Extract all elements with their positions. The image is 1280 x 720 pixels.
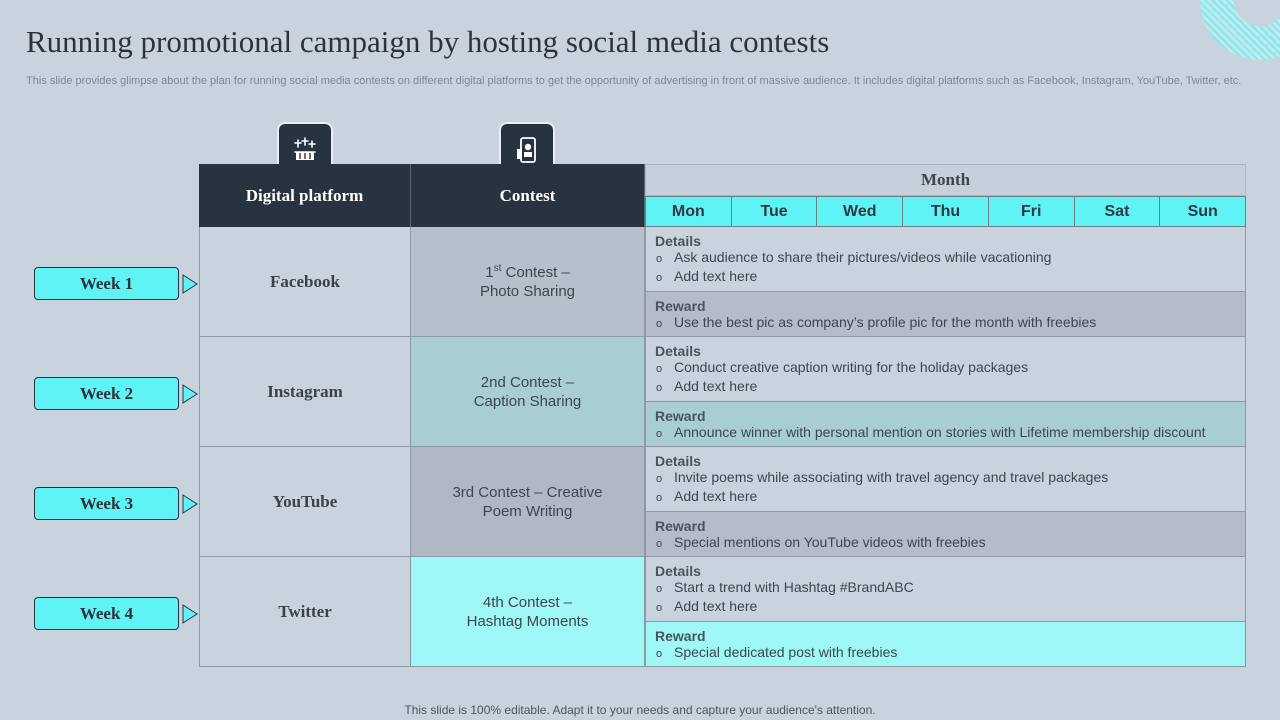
- contest-cell: 1st Contest – Photo Sharing: [411, 227, 645, 337]
- slide-footer: This slide is 100% editable. Adapt it to your needs and capture your audience's attention.: [404, 703, 876, 717]
- reward-block: Reward o Special dedicated post with freebies: [645, 622, 1246, 667]
- week-label: Week 1: [34, 267, 179, 300]
- details-block: Details o Invite poems while associating with travel agency and travel packages o Add text here: [645, 447, 1246, 512]
- day-wed: Wed: [817, 197, 903, 226]
- weekday-row: [645, 196, 1246, 227]
- reward-block: Reward o Use the best pic as company’s profile pic for the month with freebies: [645, 292, 1246, 337]
- platform-cell: Instagram: [199, 337, 411, 447]
- reward-block: Reward o Announce winner with personal mention on stories with Lifetime membership discount: [645, 402, 1246, 447]
- contest-cell: 4th Contest – Hashtag Moments: [411, 557, 645, 667]
- contest-cell: 3rd Contest – Creative Poem Writing: [411, 447, 645, 557]
- day-sat: Sat: [1075, 197, 1161, 226]
- header-month: Month: [645, 164, 1246, 196]
- day-sun: Sun: [1187, 202, 1218, 220]
- header-digital-platform: Digital platform: [199, 164, 411, 227]
- header-contest: Contest: [411, 164, 645, 227]
- reward-block: Reward o Special mentions on YouTube videos with freebies: [645, 512, 1246, 557]
- day-mon: Mon: [646, 197, 732, 226]
- details-block: Details o Conduct creative caption writing for the holiday packages o Add text here: [645, 337, 1246, 402]
- arrow-right-icon: [182, 604, 198, 624]
- platform-cell: Facebook: [199, 227, 411, 337]
- platform-cell: YouTube: [199, 447, 411, 557]
- platform-cell: Twitter: [199, 557, 411, 667]
- day-fri: Fri: [989, 197, 1075, 226]
- slide-title: Running promotional campaign by hosting social media contests: [26, 24, 830, 59]
- arrow-right-icon: [182, 384, 198, 404]
- contest-cell: 2nd Contest – Caption Sharing: [411, 337, 645, 447]
- details-block: Details o Start a trend with Hashtag #BrandABC o Add text here: [645, 557, 1246, 622]
- week-label: Week 4: [34, 597, 179, 630]
- slide-subtitle: This slide provides glimpse about the plan for running social media contests on different digital platforms to get the opportunity of advertising in front of massive audience. It includes digital platforms such as Facebook, Instagram, YouTube, Twitter, etc.: [26, 75, 1242, 87]
- day-tue: Tue: [732, 197, 818, 226]
- week-label: Week 2: [34, 377, 179, 410]
- day-thu: Thu: [903, 197, 989, 226]
- week-label: Week 3: [34, 487, 179, 520]
- arrow-right-icon: [182, 274, 198, 294]
- details-block: Details o Ask audience to share their pictures/videos while vacationing o Add text here: [645, 227, 1246, 292]
- arrow-right-icon: [182, 494, 198, 514]
